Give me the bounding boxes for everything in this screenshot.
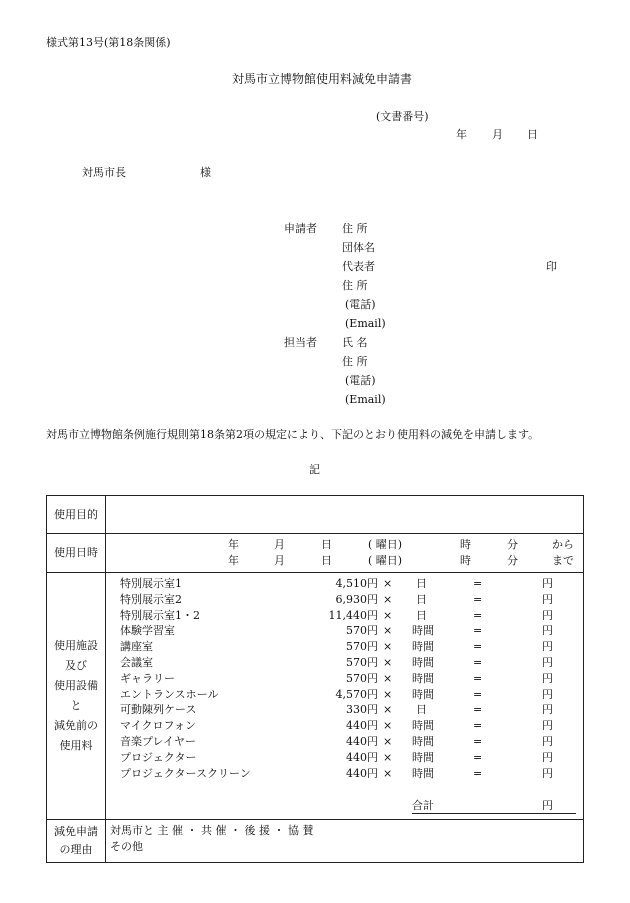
yen-unit: 円 (542, 577, 553, 590)
facility-name: エントランスホール (120, 687, 219, 701)
form-number: 様式第13号(第18条関係) (46, 36, 171, 49)
facility-label-line3: 使用設備 (54, 679, 98, 692)
facility-unit: 時間 (412, 719, 434, 733)
dt2-hour: 時 (460, 554, 471, 567)
dt1-day: 日 (321, 538, 332, 551)
date-day: 日 (527, 128, 538, 141)
facility-unit: 時間 (412, 750, 434, 764)
facility-price: 570円 (346, 671, 378, 685)
applicant-field-phone: (電話) (345, 298, 376, 311)
contact-field-name: 氏 名 (342, 336, 368, 349)
yen-unit: 円 (542, 719, 553, 733)
facility-name: ギャラリー (120, 671, 175, 685)
equals-sign: = (473, 592, 483, 606)
dt1-month: 月 (274, 538, 285, 551)
facility-price: 570円 (346, 656, 378, 669)
facility-name: プロジェクター (120, 750, 197, 764)
facility-label-line5: 減免前の (54, 719, 98, 732)
purpose-label: 使用目的 (47, 496, 106, 534)
times-sign: × (383, 624, 393, 638)
dt2-year: 年 (228, 554, 239, 567)
facility-price: 6,930円 (335, 592, 378, 606)
equals-sign: = (473, 624, 483, 638)
contact-field-phone: (電話) (345, 374, 376, 387)
facility-price: 11,440円 (328, 608, 378, 622)
yen-unit: 円 (542, 766, 553, 780)
times-sign: × (383, 640, 393, 654)
total-yen: 円 (542, 799, 553, 812)
dt2-suffix: まで (552, 554, 574, 567)
addressee-honorific: 様 (200, 166, 211, 179)
equals-sign: = (473, 640, 483, 654)
times-sign: × (383, 719, 393, 733)
addressee-name: 対馬市長 (82, 166, 126, 179)
seal-mark: 印 (546, 260, 557, 273)
date-month: 月 (492, 128, 503, 141)
facility-price: 4,510円 (335, 577, 378, 590)
reason-label-line2: の理由 (59, 843, 93, 856)
facility-price: 440円 (346, 735, 378, 748)
equals-sign: = (473, 766, 483, 780)
purpose-field[interactable] (106, 496, 584, 534)
datetime-field[interactable] (106, 534, 584, 573)
applicant-field-address: 住 所 (342, 222, 368, 235)
equals-sign: = (473, 719, 483, 733)
applicant-field-org: 団体名 (342, 241, 375, 254)
equals-sign: = (473, 608, 483, 622)
facility-name: 体験学習室 (120, 624, 175, 638)
facility-unit: 日 (416, 592, 427, 606)
applicant-label: 申請者 (284, 222, 317, 235)
times-sign: × (383, 656, 393, 669)
times-sign: × (383, 687, 393, 701)
facility-price: 440円 (346, 766, 378, 780)
facility-price: 440円 (346, 719, 378, 733)
facility-unit: 日 (416, 703, 427, 717)
facility-price: 570円 (346, 640, 378, 654)
applicant-field-email: (Email) (345, 317, 386, 330)
times-sign: × (383, 703, 393, 717)
yen-unit: 円 (542, 703, 553, 717)
dt1-minute: 分 (507, 538, 518, 551)
facility-unit: 時間 (412, 766, 434, 780)
facility-unit: 日 (416, 577, 427, 590)
facility-label-line4: と (70, 699, 82, 712)
reason-field[interactable] (106, 820, 584, 863)
yen-unit: 円 (542, 656, 553, 669)
facility-unit: 日 (416, 608, 427, 622)
facility-name: 講座室 (120, 640, 153, 654)
facility-name: マイクロフォン (120, 719, 197, 733)
equals-sign: = (473, 735, 483, 748)
reason-label (47, 820, 106, 863)
facility-name: 音楽プレイヤー (120, 735, 197, 748)
yen-unit: 円 (542, 592, 553, 606)
contact-field-address: 住 所 (342, 355, 368, 368)
facility-name: プロジェクタースクリーン (120, 766, 251, 780)
dt2-weekday: ( 曜日) (368, 554, 403, 567)
times-sign: × (383, 608, 393, 622)
dt1-weekday: ( 曜日) (368, 538, 403, 551)
contact-label: 担当者 (284, 336, 317, 349)
equals-sign: = (473, 671, 483, 685)
facility-unit: 時間 (412, 624, 434, 638)
application-statement: 対馬市立博物館条例施行規則第18条第2項の規定により、下記のとおり使用料の減免を申請します。 (46, 428, 540, 441)
equals-sign: = (473, 577, 483, 590)
facility-price: 330円 (346, 703, 378, 717)
facility-price: 4,570円 (335, 687, 378, 701)
facility-list (106, 573, 584, 820)
times-sign: × (383, 577, 393, 590)
facility-unit: 時間 (412, 640, 434, 654)
applicant-field-rep: 代表者 (342, 260, 375, 273)
dt1-year: 年 (228, 538, 239, 551)
facility-label-line2: 及び (65, 659, 87, 672)
yen-unit: 円 (542, 750, 553, 764)
dt2-month: 月 (274, 554, 285, 567)
form-title: 対馬市立博物館使用料減免申請書 (232, 72, 413, 86)
facility-name: 会議室 (120, 656, 153, 669)
application-table (46, 495, 584, 863)
total-label: 合計 (412, 799, 434, 812)
contact-field-email: (Email) (345, 393, 386, 406)
reason-label-line1: 減免申請 (54, 825, 98, 838)
times-sign: × (383, 750, 393, 764)
times-sign: × (383, 735, 393, 748)
yen-unit: 円 (542, 624, 553, 638)
ki-mark: 記 (309, 463, 320, 476)
facility-price: 570円 (346, 624, 378, 638)
facility-unit: 時間 (412, 656, 434, 669)
facility-name: 特別展示室1・2 (120, 608, 200, 622)
facility-label-line6: 使用料 (59, 739, 93, 752)
yen-unit: 円 (542, 671, 553, 685)
dt2-day: 日 (321, 554, 332, 567)
times-sign: × (383, 671, 393, 685)
datetime-label: 使用日時 (47, 534, 106, 573)
facility-unit: 時間 (412, 735, 434, 748)
facility-price: 440円 (346, 750, 378, 764)
document-number: (文書番号) (376, 110, 429, 123)
facility-label-line1: 使用施設 (54, 639, 98, 652)
times-sign: × (383, 766, 393, 780)
facility-unit: 時間 (412, 687, 434, 701)
dt2-minute: 分 (507, 554, 518, 567)
applicant-field-address2: 住 所 (342, 279, 368, 292)
reason-options[interactable]: 対馬市と 主 催 ・ 共 催 ・ 後 援 ・ 協 賛 (110, 824, 314, 837)
facility-unit: 時間 (412, 671, 434, 685)
yen-unit: 円 (542, 640, 553, 654)
facility-name: 可動陳列ケース (120, 703, 197, 717)
total-underline (412, 813, 576, 814)
reason-other[interactable]: その他 (110, 840, 143, 853)
yen-unit: 円 (542, 687, 553, 701)
times-sign: × (383, 592, 393, 606)
equals-sign: = (473, 656, 483, 669)
facility-name: 特別展示室1 (120, 577, 182, 590)
equals-sign: = (473, 750, 483, 764)
equals-sign: = (473, 687, 483, 701)
date-year: 年 (456, 128, 467, 141)
facility-label (47, 573, 106, 820)
dt1-suffix: から (552, 538, 574, 551)
equals-sign: = (473, 703, 483, 717)
facility-name: 特別展示室2 (120, 592, 182, 606)
yen-unit: 円 (542, 608, 553, 622)
yen-unit: 円 (542, 735, 553, 748)
dt1-hour: 時 (460, 538, 471, 551)
